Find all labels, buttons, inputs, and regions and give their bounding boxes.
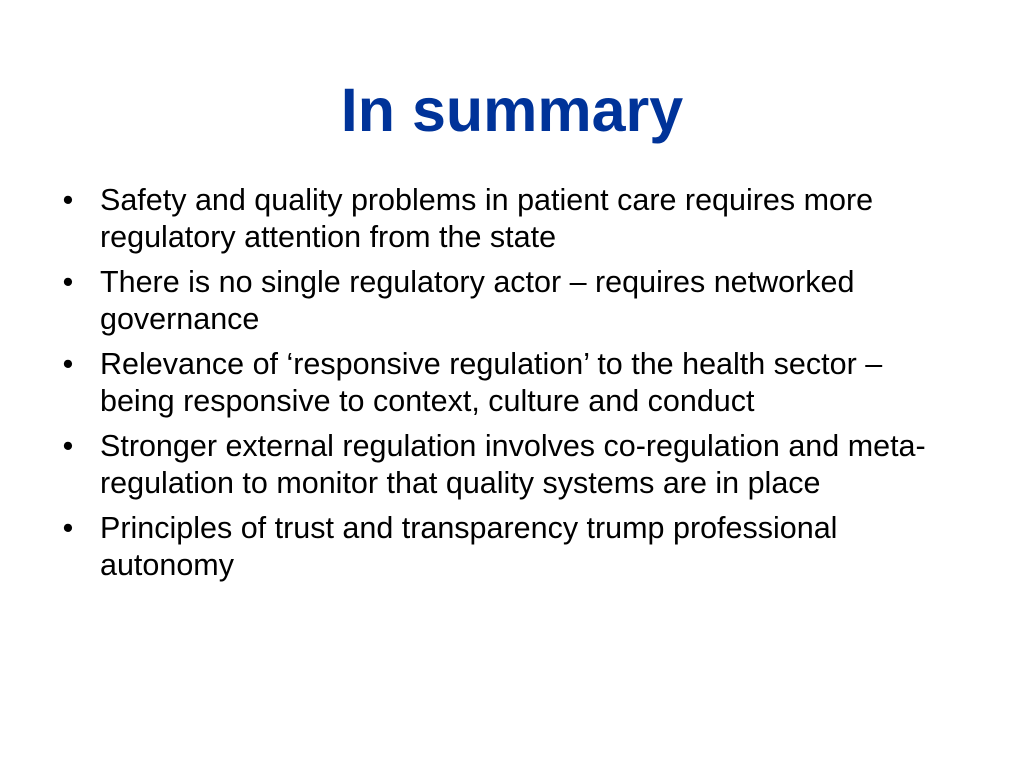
bullet-icon: • <box>62 183 74 217</box>
bullet-text: Stronger external regulation involves co-regulation and meta-regulation to monitor that quality systems are in place <box>100 429 926 500</box>
bullet-text: Relevance of ‘responsive regulation’ to the health sector – being responsive to context, culture and conduct <box>100 347 883 418</box>
bullet-icon: • <box>62 429 74 463</box>
bullet-item <box>58 182 958 256</box>
bullet-item <box>58 428 958 502</box>
bullet-text: Safety and quality problems in patient care requires more regulatory attention from the state <box>100 183 874 254</box>
bullet-icon: • <box>62 265 74 299</box>
slide-title: In summary <box>340 76 684 144</box>
bullet-item <box>58 346 958 420</box>
bullet-list <box>58 182 958 592</box>
bullet-item <box>58 510 958 584</box>
bullet-icon: • <box>62 347 74 381</box>
bullet-icon: • <box>62 511 74 545</box>
bullet-text: There is no single regulatory actor – requires networked governance <box>100 265 855 336</box>
bullet-text: Principles of trust and transparency trump professional autonomy <box>100 511 838 582</box>
bullet-item <box>58 264 958 338</box>
